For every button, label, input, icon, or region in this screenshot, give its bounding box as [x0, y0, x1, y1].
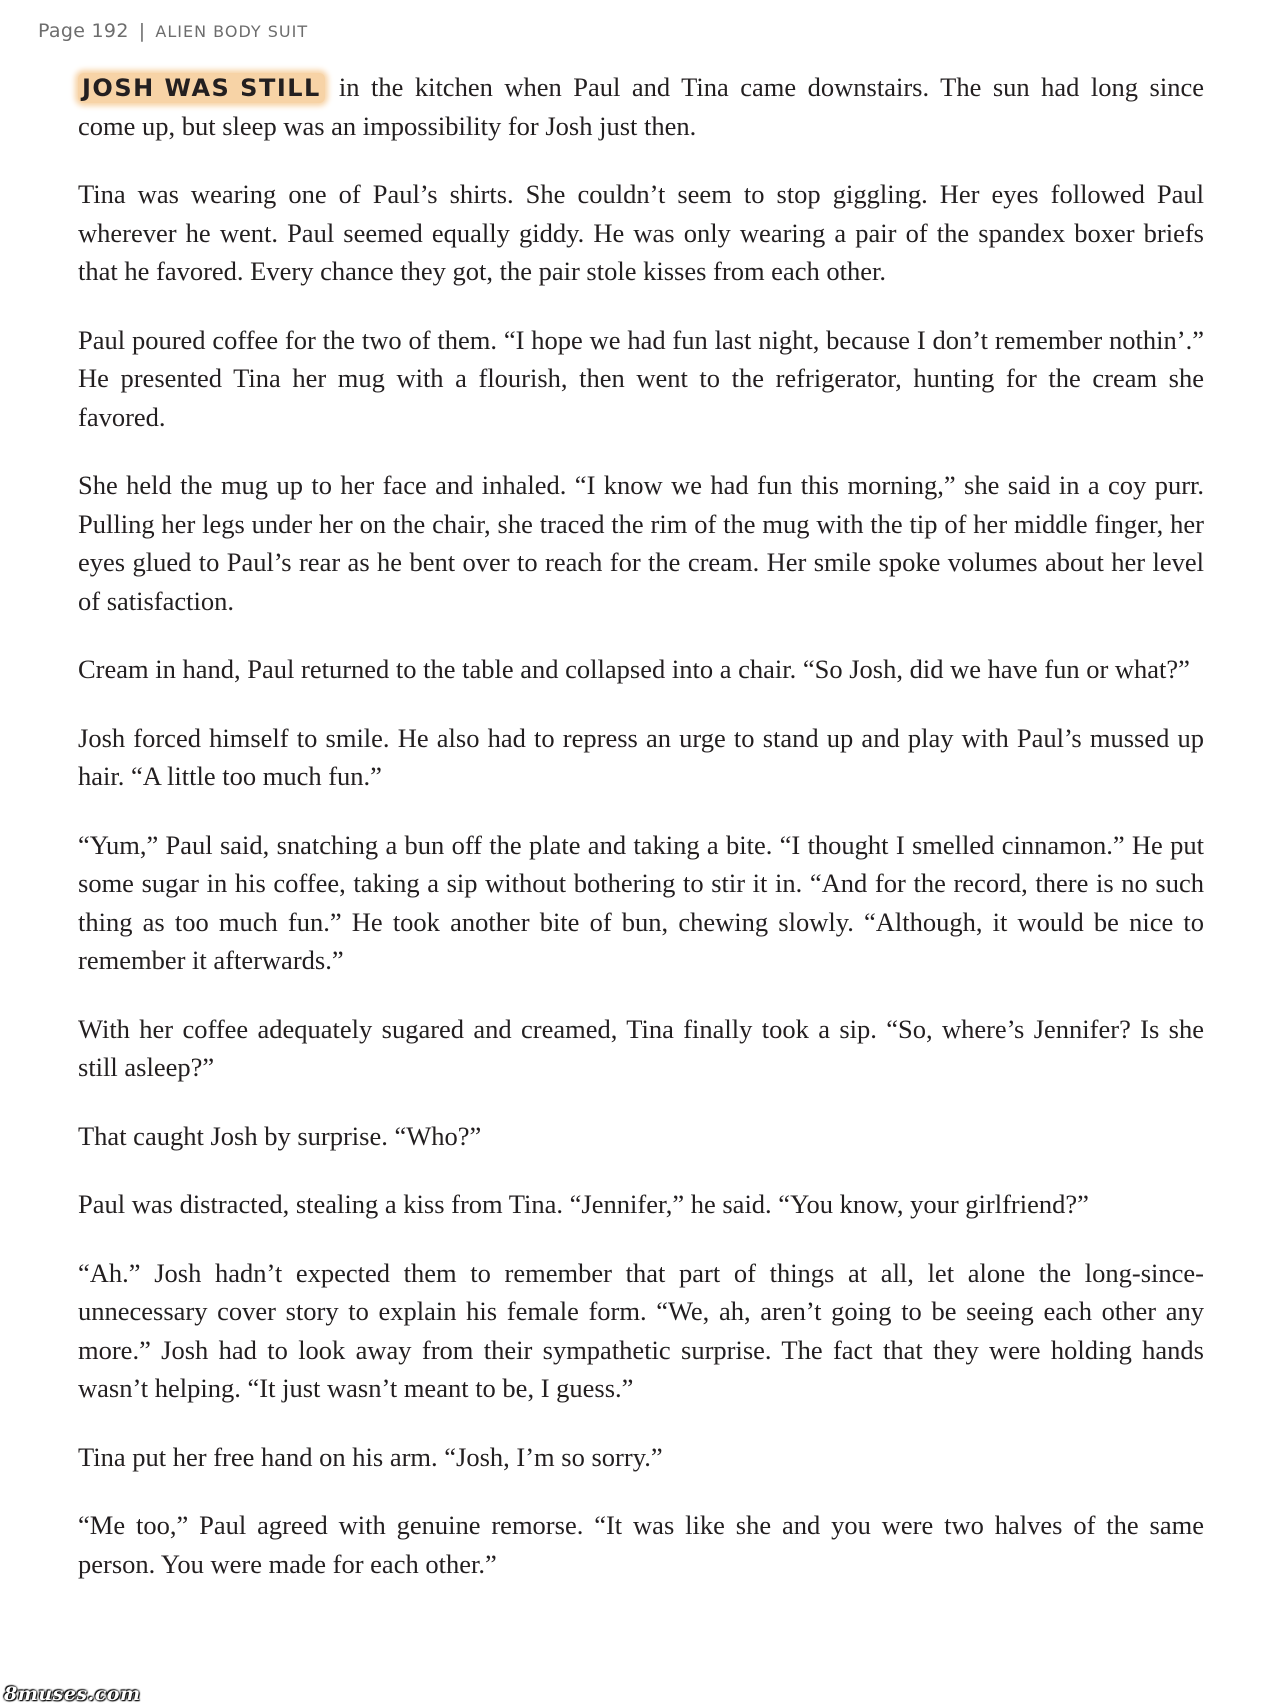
paragraph: Josh forced himself to smile. He also had to repress an urge to stand up and play with Paul’s mussed up hair. “A little too much fun.” [78, 722, 1204, 791]
paragraph: Paul poured coffee for the two of them. “I hope we had fun last night, because I don’t remember nothin’.” He presented Tina her mug with a flourish, then went to the refrigerator, hunting for the cream she favored. [78, 324, 1204, 432]
paragraph: She held the mug up to her face and inhaled. “I know we had fun this morning,” she said in a coy purr. Pulling her legs under her on the chair, she traced the rim of the mug with the tip of her middle finger, her eyes glued to Paul’s rear as he bent over to reach for the cream. Her smile spoke volumes about her level of satisfaction. [78, 470, 1204, 616]
page-number: Page 192 [38, 20, 129, 42]
paragraph-text: in the kitchen when Paul and Tina came downstairs. The sun had long since come up, but sleep was an impossibility for Josh just then. [78, 72, 1204, 141]
paragraph: “Yum,” Paul said, snatching a bun off the plate and taking a bite. “I thought I smelled cinnamon.” He put some sugar in his coffee, taking a sip without bothering to stir it in. “And for the record, there is no such thing as too much fun.” He took another bite of bun, chewing slowly. “Although, it would be nice to remember it afterwards.” [78, 829, 1204, 975]
page-body [78, 68, 1204, 1613]
paragraph: Cream in hand, Paul returned to the table and collapsed into a chair. “So Josh, did we have fun or what?” [78, 654, 1190, 684]
paragraph: “Me too,” Paul agreed with genuine remorse. “It was like she and you were two halves of the same person. You were made for each other.” [78, 1510, 1204, 1579]
site-watermark: 8muses.com [4, 1683, 141, 1705]
paragraph [78, 68, 1204, 145]
paragraph: Tina put her free hand on his arm. “Josh, I’m so sorry.” [78, 1441, 663, 1472]
paragraph: “Ah.” Josh hadn’t expected them to remember that part of things at all, let alone the long-since-unnecessary cover story to explain his female form. “We, ah, aren’t going to be seeing each other any more.” Josh had to look away from their sympathetic surprise. The fact that they were holding hands wasn’t helping. “It just wasn’t meant to be, I guess.” [78, 1257, 1204, 1403]
paragraph: With her coffee adequately sugared and creamed, Tina finally took a sip. “So, where’s Jennifer? Is she still asleep?” [78, 1013, 1204, 1082]
header-separator: | [138, 20, 146, 42]
chapter-lead-in: JOSH WAS STILL [78, 73, 325, 103]
paragraph: That caught Josh by surprise. “Who?” [78, 1120, 482, 1151]
book-title: ALIEN BODY SUIT [155, 22, 309, 41]
paragraph: Tina was wearing one of Paul’s shirts. She couldn’t seem to stop giggling. Her eyes followed Paul wherever he went. Paul seemed equally giddy. He was only wearing a pair of the spandex boxer briefs that he favored. Every chance they got, the pair stole kisses from each other. [78, 179, 1204, 286]
page-header [38, 20, 308, 42]
paragraph: Paul was distracted, stealing a kiss from Tina. “Jennifer,” he said. “You know, your girlfriend?” [78, 1189, 1089, 1219]
